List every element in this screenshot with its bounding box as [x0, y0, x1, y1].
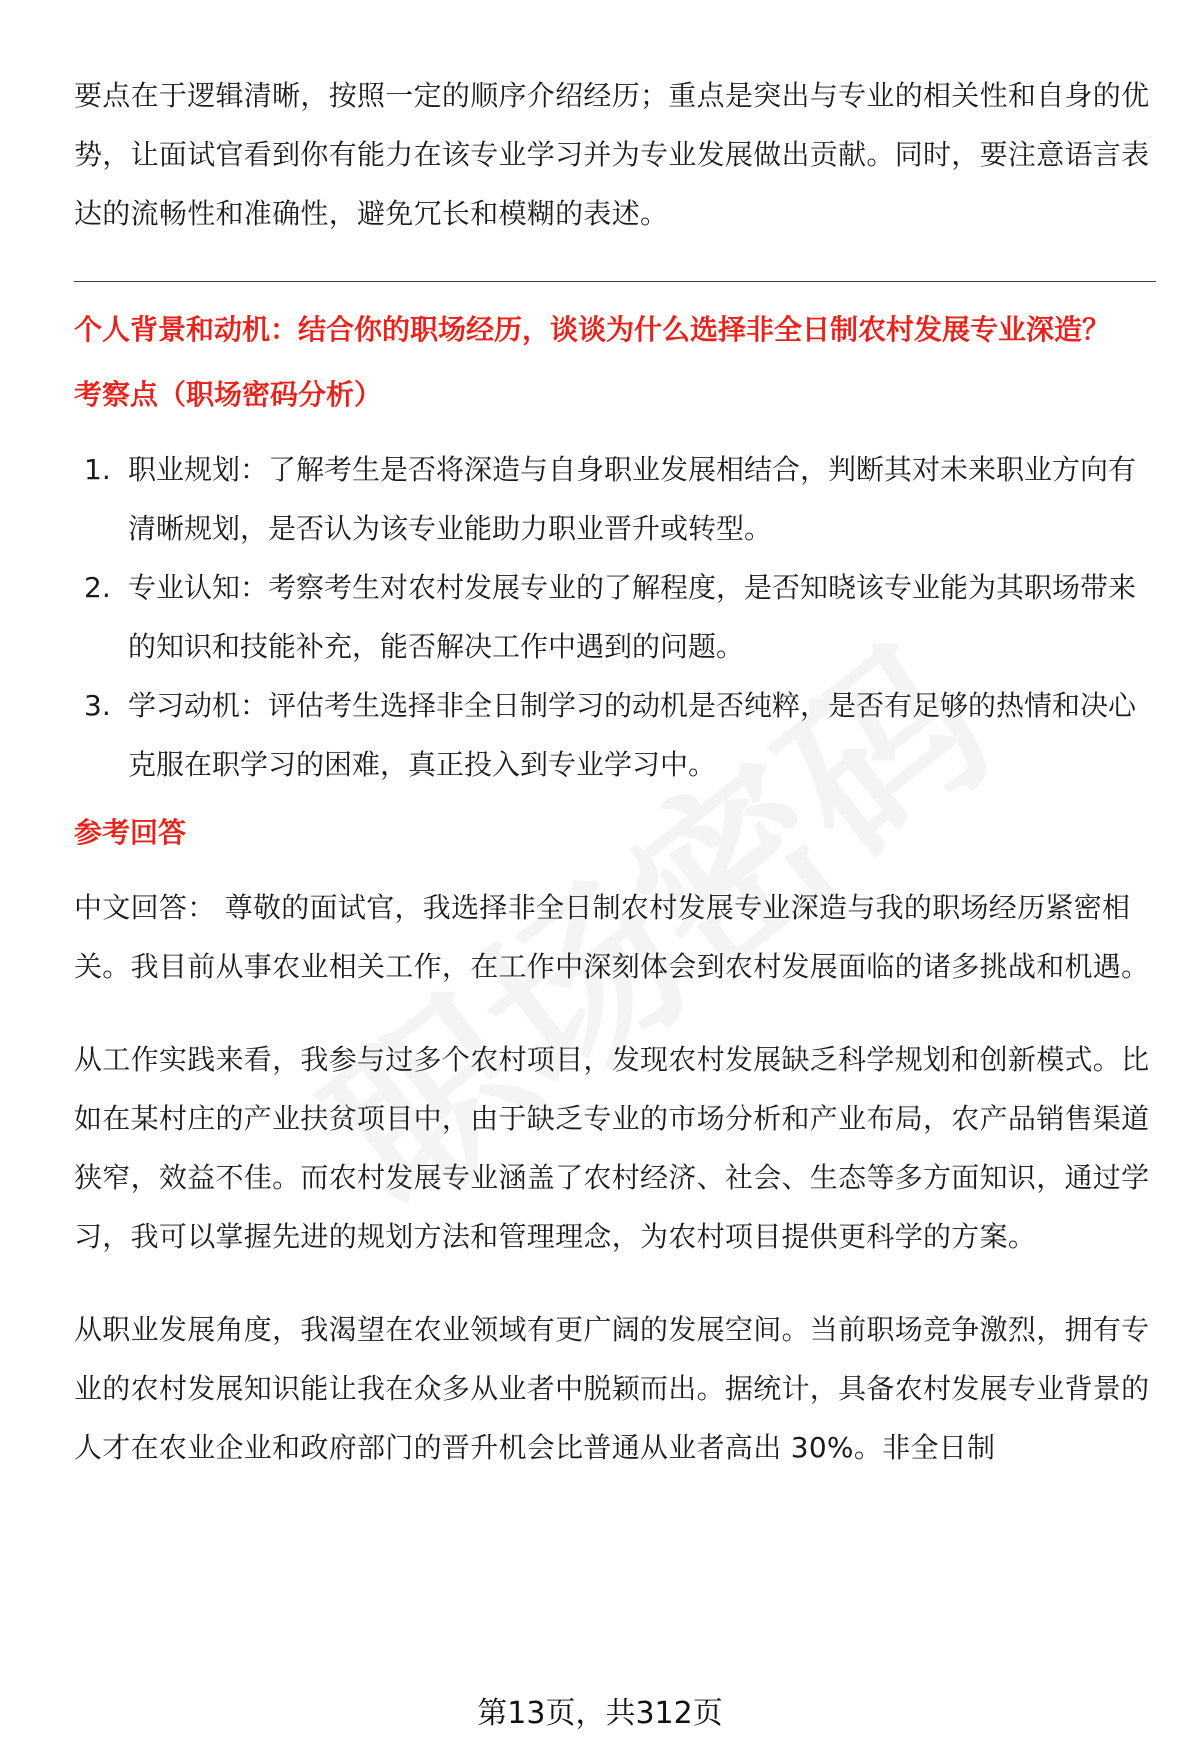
page-number-footer: 第13页，共312页: [477, 1696, 723, 1731]
list-item: [74, 676, 1156, 794]
list-item-text: 学习动机：评估考生选择非全日制学习的动机是否纯粹，是否有足够的热情和决心克服在职学习的困难，真正投入到专业学习中。: [128, 689, 1137, 781]
list-item-number: 2.: [84, 571, 111, 604]
reference-answer-heading: 参考回答: [74, 816, 187, 849]
interview-question: 个人背景和动机：结合你的职场经历，谈谈为什么选择非全日制农村发展专业深造？: [74, 313, 1111, 346]
exam-points-heading: 考察点（职场密码分析）: [74, 378, 383, 411]
list-item-number: 1.: [84, 453, 111, 486]
paragraph-gap: [74, 1266, 1156, 1300]
list-item: [74, 440, 1156, 558]
paragraph-gap: [74, 996, 1156, 1030]
list-item-text: 职业规划：了解考生是否将深造与自身职业发展相结合，判断其对未来职业方向有清晰规划，是否认为该专业能助力职业晋升或转型。: [128, 453, 1137, 545]
answer-paragraph: 从工作实践来看，我参与过多个农村项目，发现农村发展缺乏科学规划和创新模式。比如在某村庄的产业扶贫项目中，由于缺乏专业的市场分析和产业布局，农产品销售渠道狭窄，效益不佳。而农村发展专业涵盖了农村经济、社会、生态等多方面知识，通过学习，我可以掌握先进的规划方法和管理理念，为农村项目提供更科学的方案。: [74, 1043, 1150, 1253]
list-item: [74, 558, 1156, 676]
page-content: [74, 66, 1156, 1477]
exam-points-list: [74, 440, 1156, 794]
intro-paragraph: 要点在于逻辑清晰，按照一定的顺序介绍经历；重点是突出与专业的相关性和自身的优势，让面试官看到你有能力在该专业学习并为专业发展做出贡献。同时，要注意语言表达的流畅性和准确性，避免冗长和模糊的表述。: [74, 79, 1150, 230]
section-divider: [74, 281, 1156, 282]
answer-paragraph: 从职业发展角度，我渴望在农业领域有更广阔的发展空间。当前职场竞争激烈，拥有专业的农村发展知识能让我在众多从业者中脱颖而出。据统计，具备农村发展专业背景的人才在农业企业和政府部门的晋升机会比普通从业者高出 30%。非全日制: [74, 1313, 1150, 1464]
answer-paragraph: 中文回答： 尊敬的面试官，我选择非全日制农村发展专业深造与我的职场经历紧密相关。我目前从事农业相关工作，在工作中深刻体会到农村发展面临的诸多挑战和机遇。: [74, 891, 1150, 983]
list-item-text: 专业认知：考察考生对农村发展专业的了解程度，是否知晓该专业能为其职场带来的知识和技能补充，能否解决工作中遇到的问题。: [128, 571, 1137, 663]
list-item-number: 3.: [84, 689, 111, 722]
